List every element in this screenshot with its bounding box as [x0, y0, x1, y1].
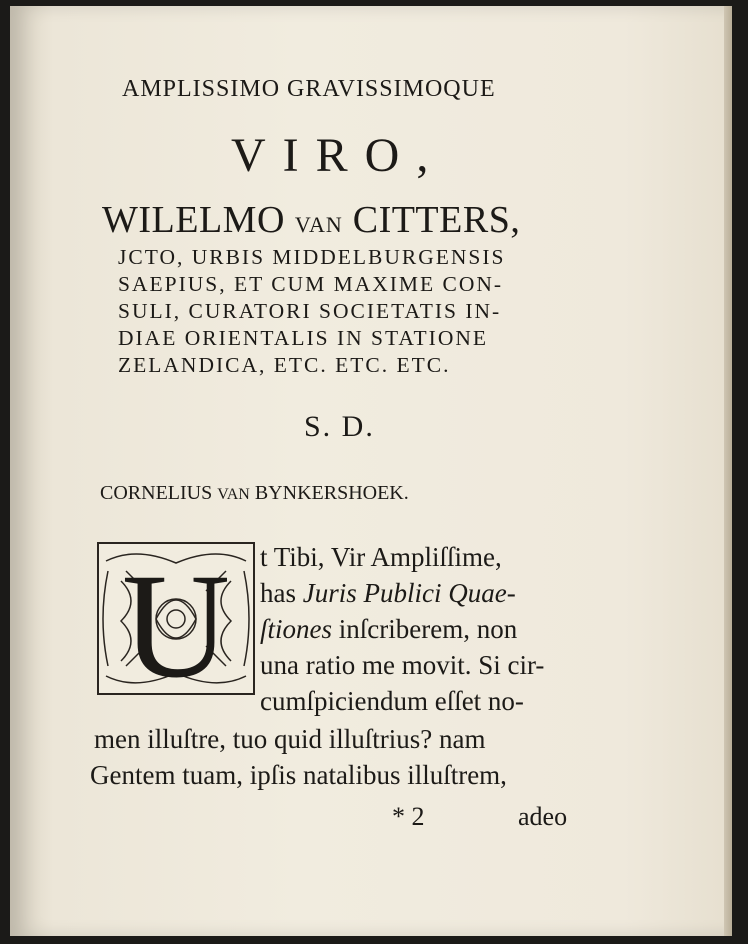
author-particle: VAN [217, 486, 250, 503]
salutation: S. D. [304, 410, 375, 443]
title-line: DIAE ORIENTALIS IN STATIONE [118, 326, 489, 350]
italic-title: Juris Publici Quae- [302, 578, 516, 608]
dedicatee-salutation: VIRO, [231, 129, 446, 182]
dedicatee-particle: VAN [294, 212, 343, 237]
text-line: una ratio me movit. Si cir- [260, 650, 545, 680]
dedicatee-first-name: WILELMO [102, 199, 285, 241]
page-edge [724, 6, 732, 936]
dedicatee-titles [118, 244, 506, 379]
author-name [100, 482, 409, 505]
title-line: JCTO, URBIS MIDDELBURGENSIS [118, 245, 506, 269]
ornamental-initial [96, 541, 256, 696]
title-line: SAEPIUS, ET CUM MAXIME CON- [118, 272, 504, 296]
catchword: adeo [518, 802, 568, 831]
signature-mark: * 2 [392, 802, 425, 831]
author-last-name: BYNKERSHOEK. [254, 482, 409, 504]
text-fragment: inſcriberem, non [332, 614, 518, 644]
dedicatee-last-name: CITTERS, [352, 199, 521, 241]
text-line: men illuſtre, tuo quid illuſtrius? nam [94, 724, 486, 754]
title-line: SULI, CURATORI SOCIETATIS IN- [118, 299, 502, 323]
dedicatee-name [102, 198, 520, 242]
italic-title: ſtiones [260, 614, 332, 644]
dedication-heading: AMPLISSIMO GRAVISSIMOQUE [122, 76, 496, 102]
text-fragment: has [260, 578, 303, 608]
book-page [10, 6, 732, 936]
text-line [260, 614, 517, 645]
title-line: ZELANDICA, ETC. ETC. ETC. [118, 353, 451, 377]
text-line: t Tibi, Vir Ampliſſime, [260, 542, 502, 572]
text-line [260, 578, 516, 609]
author-first-name: CORNELIUS [100, 482, 213, 504]
initial-letter: U [121, 543, 231, 696]
text-line: Gentem tuam, ipſis natalibus illuſtrem, [90, 760, 507, 790]
text-line: cumſpiciendum eſſet no- [260, 686, 524, 716]
